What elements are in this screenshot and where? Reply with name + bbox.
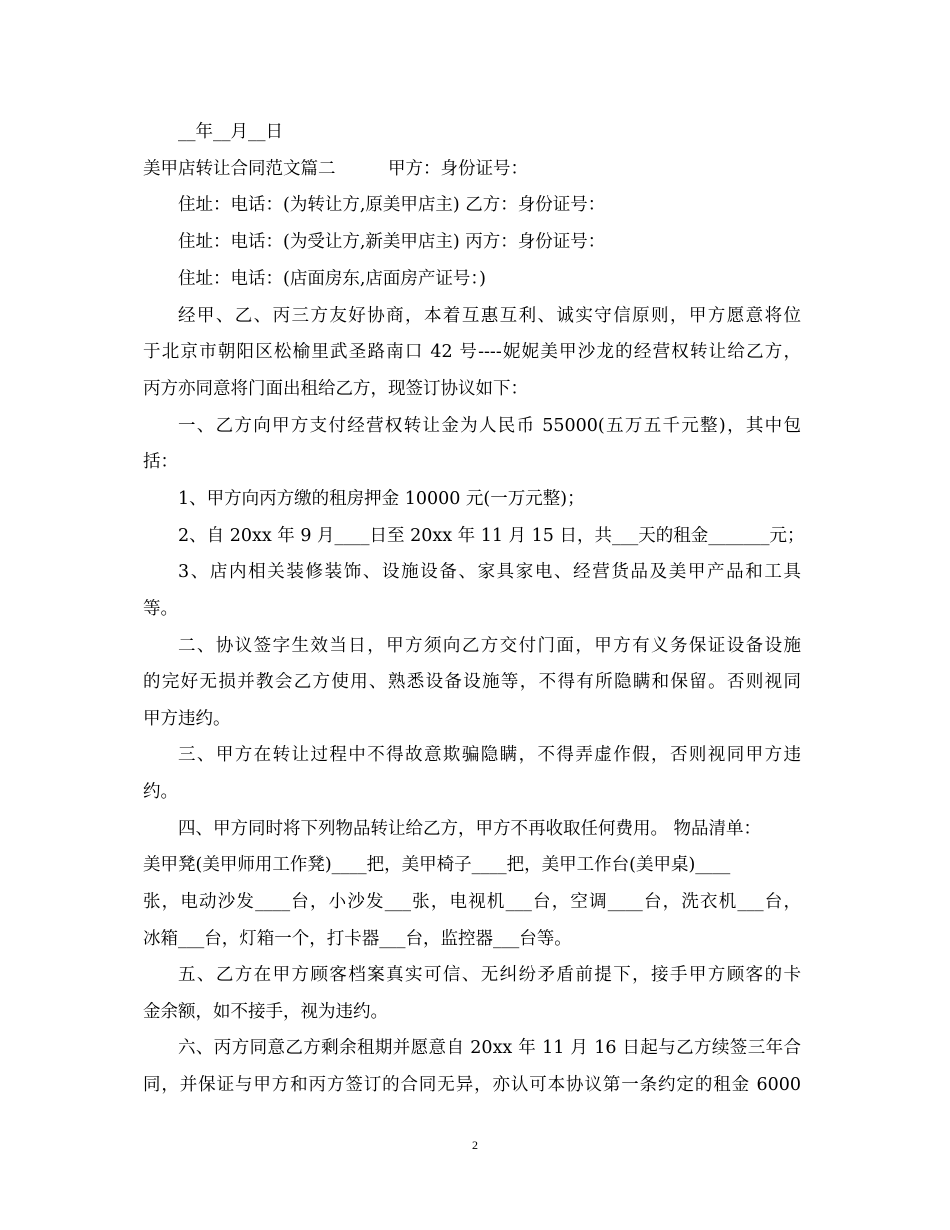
clause-2-line: 二、协议签字生效当日，甲方须向乙方交付门面，甲方有义务保证设备设施 xyxy=(178,636,801,656)
clause-6-line: 同，并保证与甲方和丙方签订的合同无异，亦认可本协议第一条约定的租金 6000 xyxy=(143,1075,801,1095)
item-list-line: 冰箱___台，灯箱一个，打卡器___台，监控器___台等。 xyxy=(143,929,572,949)
clause-1-item-3: 3、店内相关装修装饰、设施设备、家具家电、经营货品及美甲产品和工具 xyxy=(178,562,801,582)
clause-1-item-3: 等。 xyxy=(143,599,178,619)
clause-1-line: 一、乙方向甲方支付经营权转让金为人民币 55000(五万五千元整)，其中包 xyxy=(178,416,801,436)
item-list-line: 美甲凳(美甲师用工作凳)____把，美甲椅子____把，美甲工作台(美甲桌)____ xyxy=(143,855,731,875)
clause-5-line: 金余额，如不接手，视为违约。 xyxy=(143,1002,388,1022)
contract-heading-line: 美甲店转让合同范文篇二 甲方：身份证号： xyxy=(143,159,528,179)
paragraph-line: 于北京市朝阳区松榆里武圣路南口 42 号----妮妮美甲沙龙的经营权转让给乙方， xyxy=(143,342,801,362)
clause-6-line: 六、丙方同意乙方剩余租期并愿意自 20xx 年 11 月 16 日起与乙方续签三年合 xyxy=(178,1038,801,1058)
date-line: __年__月__日 xyxy=(178,122,283,142)
clause-5-line: 五、乙方在甲方顾客档案真实可信、无纠纷矛盾前提下，接手甲方顾客的卡 xyxy=(178,965,801,985)
clause-3-line: 三、甲方在转让过程中不得故意欺骗隐瞒，不得弄虚作假，否则视同甲方违 xyxy=(178,745,801,765)
page-number: 2 xyxy=(472,1138,478,1152)
clause-2-line: 甲方违约。 xyxy=(143,709,231,729)
clause-1-item-2: 2、自 20xx 年 9 月____日至 20xx 年 11 月 15 日，共___天的租金_______元； xyxy=(178,526,805,546)
clause-1-item-1: 1、甲方向丙方缴的租房押金 10000 元(一万元整)； xyxy=(178,489,585,509)
clause-3-line: 约。 xyxy=(143,782,178,802)
party-a-address-line: 住址：电话：(为转让方,原美甲店主) 乙方：身份证号： xyxy=(178,195,606,215)
paragraph-line: 丙方亦同意将门面出租给乙方，现签订协议如下： xyxy=(143,379,528,399)
party-c-address-line: 住址：电话：(店面房东,店面房产证号：) xyxy=(178,269,486,289)
clause-2-line: 的完好无损并教会乙方使用、熟悉设备设施等，不得有所隐瞒和保留。否则视同 xyxy=(143,672,801,692)
paragraph-line: 经甲、乙、丙三方友好协商，本着互惠互利、诚实守信原则，甲方愿意将位 xyxy=(178,306,801,326)
party-b-address-line: 住址：电话：(为受让方,新美甲店主) 丙方：身份证号： xyxy=(178,232,606,252)
clause-1-line: 括： xyxy=(143,452,178,472)
clause-4-line: 四、甲方同时将下列物品转让给乙方，甲方不再收取任何费用。 物品清单： xyxy=(178,819,762,839)
item-list-line: 张，电动沙发____台，小沙发___张，电视机___台，空调____台，洗衣机___台， xyxy=(143,892,801,912)
